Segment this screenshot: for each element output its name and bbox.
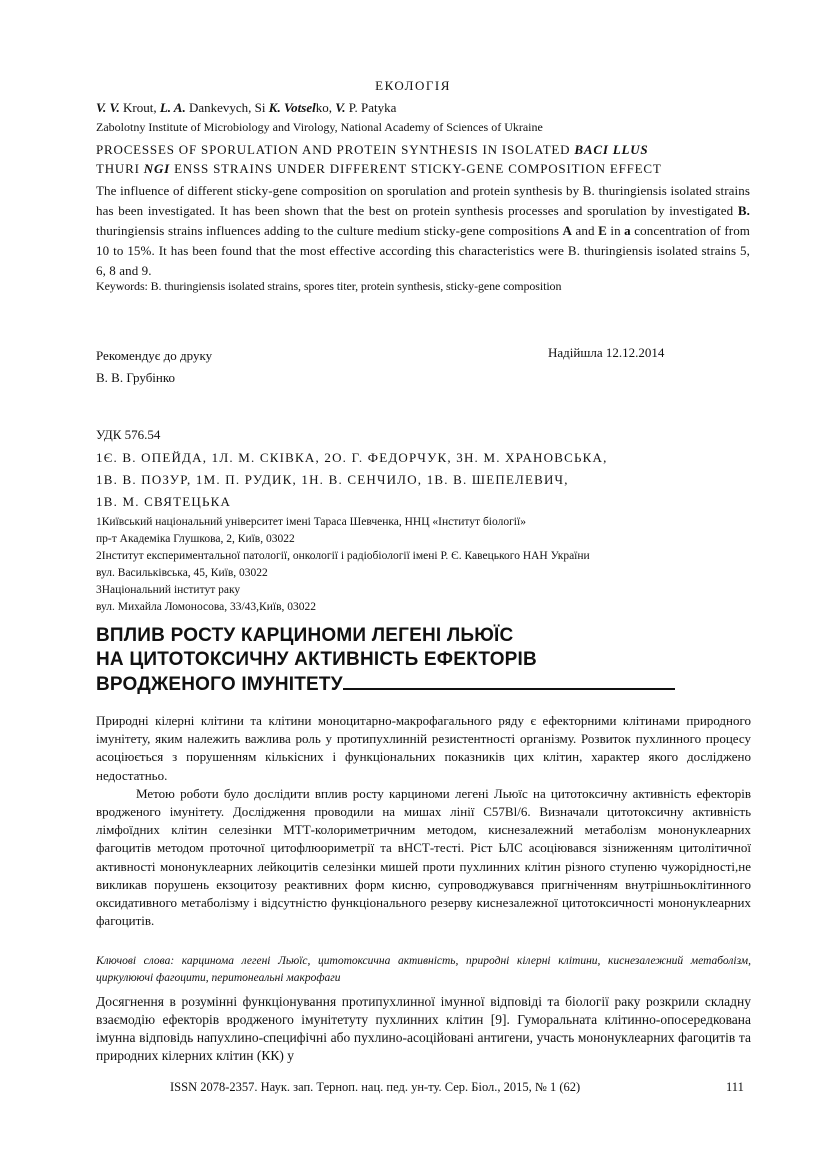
recommendation-reviewer: В. В. Грубінко	[96, 370, 176, 385]
page-number: 111	[726, 1080, 744, 1094]
affiliation-line: вул. Михайла Ломоносова, 33/43,Київ, 03022	[96, 601, 316, 613]
main-title-line: НА ЦИТОТОКСИЧНУ АКТИВНІСТЬ ЕФЕКТОРІВ	[96, 649, 537, 670]
english-author-part: L. A.	[159, 100, 186, 115]
english-title-part: ENSS STRAINS UNDER DIFFERENT STICKY-GENE COMPOSITION EFFECT	[170, 161, 662, 176]
ukrainian-keywords: Ключові слова: карцинома легені Льюїс, цитотоксична активність, природні кілерні клітини, киснезалежний метаболізм, циркулюючі фагоцити, перитонеальні макрофаги	[96, 955, 751, 984]
main-title-line: ВПЛИВ РОСТУ КАРЦИНОМИ ЛЕГЕНІ ЛЬЮЇС	[96, 625, 514, 646]
ukrainian-abstract	[96, 712, 751, 930]
english-abstract-part: thuringiensis strains influences adding to the culture medium sticky-gene compositions	[96, 223, 563, 238]
body-text: Досягнення в розумінні функціонування протипухлинної імунної відповіді та біології раку розкрили складну взаємодію ефекторів вродженого імунітетуту пухлинних клітин [9]. Гуморальната клітинно-опосередкована імунна відповідь напухлино-специфічні або пухлино-асоційовані антигени, участь мононуклеарних фагоцитів та природних кілерних клітин (КК) у	[96, 994, 751, 1063]
author-line: 1В. М. СВЯТЕЦЬКА	[96, 494, 232, 509]
english-abstract-part: B.	[737, 203, 750, 218]
abstract-paragraph: Природні кілерні клітини та клітини моноцитарно-макрофагального ряду є ефекторними клітинами природного імунітету, яким належить важлива роль у протипухлинній резистентності організму. Розвиток пухлинного процесу асоціюється з порушенням кількісних і функціональних показників цих клітин, характер якого досліджено недостатньо.	[96, 713, 751, 783]
english-author-part: Krout,	[119, 100, 160, 115]
english-author-part: K. Votsel	[268, 100, 316, 115]
ukrainian-authors	[96, 447, 756, 513]
english-title-part: THURI	[96, 161, 144, 176]
english-abstract	[96, 181, 750, 281]
author-line: 1В. В. ПОЗУР, 1М. П. РУДИК, 1Н. В. СЕНЧИЛО, 1В. В. ШЕПЕЛЕВИЧ,	[96, 472, 569, 487]
english-title-part: NGI	[143, 161, 171, 176]
affiliation-line: 3Національний інститут раку	[96, 584, 241, 596]
english-abstract-part: and	[572, 223, 599, 238]
udk-code: УДК 576.54	[96, 427, 161, 442]
recommendation-block	[96, 345, 212, 389]
english-author-part: Dankevych, Si	[185, 100, 269, 115]
english-keywords: Keywords: B. thuringiensis isolated strains, spores titer, protein synthesis, sticky-gene composition	[96, 279, 562, 293]
english-article-title	[96, 140, 756, 178]
affiliation-line: 1Київський національний університет імені Тараса Шевченка, ННЦ «Інститут біології»	[96, 516, 526, 528]
english-authors	[96, 100, 396, 116]
english-abstract-part: A	[562, 223, 573, 238]
english-title-part: PROCESSES OF SPORULATION AND PROTEIN SYNTHESIS IN ISOLATED	[96, 142, 575, 157]
english-institution: Zabolotny Institute of Microbiology and Virology, National Academy of Sciences of Ukraine	[96, 120, 543, 134]
affiliation-line: 2Інститут експериментальної патології, онкології і радіобіології імені Р. Є. Кавецького НАН України	[96, 550, 590, 562]
english-title-part: BACI LLUS	[574, 142, 649, 157]
author-line: 1Є. В. ОПЕЙДА, 1Л. М. СКІВКА, 2О. Г. ФЕДОРЧУК, 3Н. М. ХРАНОВСЬКА,	[96, 450, 608, 465]
main-title-line: ВРОДЖЕНОГО ІМУНІТЕТУ	[96, 674, 343, 695]
title-underline	[343, 672, 675, 690]
affiliation-line: пр-т Академіка Глушкова, 2, Київ, 03022	[96, 533, 295, 545]
section-label: ЕКОЛОГІЯ	[375, 78, 451, 93]
affiliations	[96, 514, 756, 616]
english-author-part: P. Patyka	[345, 100, 397, 115]
english-author-part: ko,	[315, 100, 336, 115]
recommendation-label: Рекомендує до друку	[96, 348, 213, 363]
english-abstract-part: in	[606, 223, 625, 238]
english-abstract-part: concentration of from 10 to 15%. It has been found that the most effective according this characteristics were B. thuringiensis isolated strains 5, 6, 8 and 9.	[96, 223, 751, 278]
main-article-title	[96, 624, 756, 697]
abstract-paragraph: Метою роботи було дослідити вплив росту карциноми легені Льюїс на цитотоксичну активність ефекторів вродженого імунітету. Дослідження проводили на мишах лінії C57Bl/6. Визначали цитотоксичну активність лімфоїдних клітин селезінки МТТ-колориметричним методом, киснезалежний метаболізм мононуклеарних фагоцитів методом проточної цитофлюориметрії та вНСТ-тесті. Ріст ЬЛС асоціювався зізниженням цитолітичної активності мононуклеарних лейкоцитів селезінки мишей проти пухлинних клітин різного ступеню чужорідності,не викликав порушень екзоцитозу реактивних форм кисню, супроводжувався пригніченням внутрішньоклітинного оксидативного метаболізму і відсутністю функціонального резерву киснезалежної цитотоксичності мононуклеарних фагоцитів.	[96, 785, 751, 929]
english-abstract-part: E	[598, 223, 607, 238]
journal-citation: ISSN 2078-2357. Наук. зап. Терноп. нац. пед. ун-ту. Сер. Біол., 2015, № 1 (62)	[170, 1080, 581, 1094]
english-author-part: V.	[335, 100, 346, 115]
english-abstract-part: The influence of different sticky-gene composition on sporulation and protein synthesis by B. thuringiensis isolated strains has been investigated. It has been shown that the best on protein synthesis processes and sporulation by investigated	[96, 183, 750, 218]
english-abstract-part: a	[624, 223, 631, 238]
received-date: Надійшла 12.12.2014	[548, 345, 665, 360]
affiliation-line: вул. Васильківська, 45, Київ, 03022	[96, 567, 268, 579]
english-author-part: V. V.	[96, 100, 120, 115]
